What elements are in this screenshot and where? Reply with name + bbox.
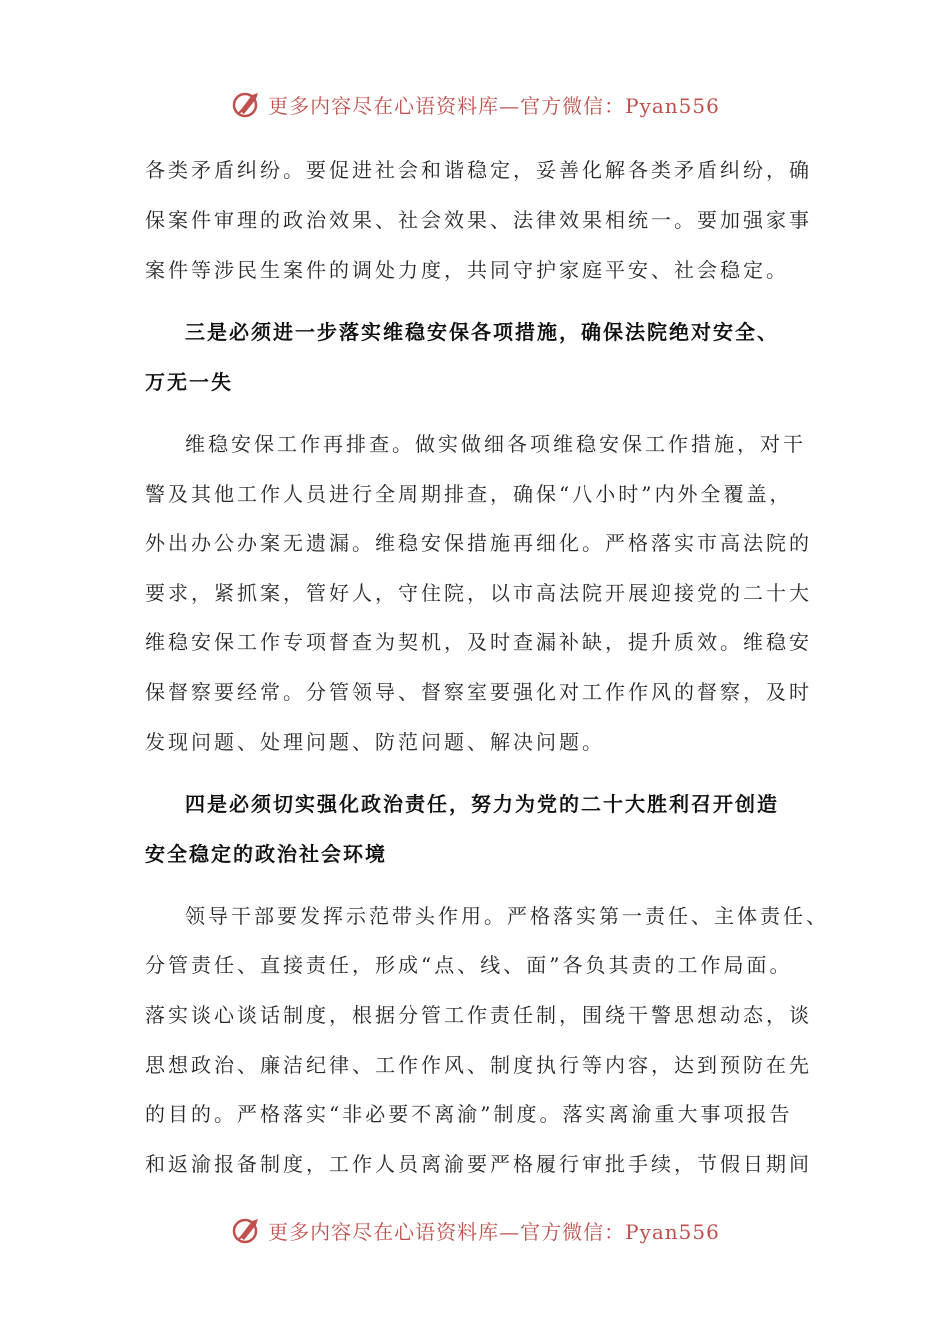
- body-line: 维稳安保工作再排查。做实做细各项维稳安保工作措施，对干: [185, 432, 806, 456]
- body-line: 各类矛盾纠纷。要促进社会和谐稳定，妥善化解各类矛盾纠纷，确: [145, 158, 812, 182]
- section-heading-4: 四是必须切实强化政治责任，努力为党的二十大胜利召开创造: [185, 792, 779, 816]
- body-line: 案件等涉民生案件的调处力度，共同守护家庭平安、社会稳定。: [145, 258, 789, 282]
- body-line: 思想政治、廉洁纪律、工作作风、制度执行等内容，达到预防在先: [145, 1053, 812, 1077]
- pen-nib-logo-icon: [230, 1213, 264, 1247]
- body-line: 要求，紧抓案，管好人，守住院，以市高法院开展迎接党的二十大: [145, 581, 812, 605]
- body-line: 分管责任、直接责任，形成“点、线、面”各负其责的工作局面。: [145, 953, 793, 977]
- body-line: 落实谈心谈话制度，根据分管工作责任制，围绕干警思想动态，谈: [145, 1003, 812, 1027]
- body-line: 的目的。严格落实“非必要不离渝”制度。落实离渝重大事项报告: [145, 1102, 793, 1126]
- pen-nib-logo-icon: [230, 87, 264, 121]
- section-heading-4-cont: 安全稳定的政治社会环境: [145, 842, 387, 866]
- body-line: 维稳安保工作专项督查为契机，及时查漏补缺，提升质效。维稳安: [145, 630, 812, 654]
- body-line: 发现问题、处理问题、防范问题、解决问题。: [145, 730, 605, 754]
- body-line: 领导干部要发挥示范带头作用。严格落实第一责任、主体责任、: [185, 904, 829, 928]
- body-line: 外出办公办案无遗漏。维稳安保措施再细化。严格落实市高法院的: [145, 531, 812, 555]
- body-line: 警及其他工作人员进行全周期排查，确保“八小时”内外全覆盖，: [145, 482, 793, 506]
- section-heading-3-cont: 万无一失: [145, 370, 233, 394]
- watermark-text: 更多内容尽在心语资料库—官方微信：Pyan556: [268, 1219, 720, 1244]
- watermark-text: 更多内容尽在心语资料库—官方微信：Pyan556: [268, 93, 720, 118]
- body-line: 保案件审理的政治效果、社会效果、法律效果相统一。要加强家事: [145, 208, 812, 232]
- section-heading-3: 三是必须进一步落实维稳安保各项措施，确保法院绝对安全、: [185, 320, 779, 344]
- body-line: 保督察要经常。分管领导、督察室要强化对工作作风的督察，及时: [145, 680, 812, 704]
- header-watermark-banner: [0, 84, 950, 124]
- footer-watermark-banner: [0, 1210, 950, 1250]
- body-line: 和返渝报备制度，工作人员离渝要严格履行审批手续，节假日期间: [145, 1152, 812, 1176]
